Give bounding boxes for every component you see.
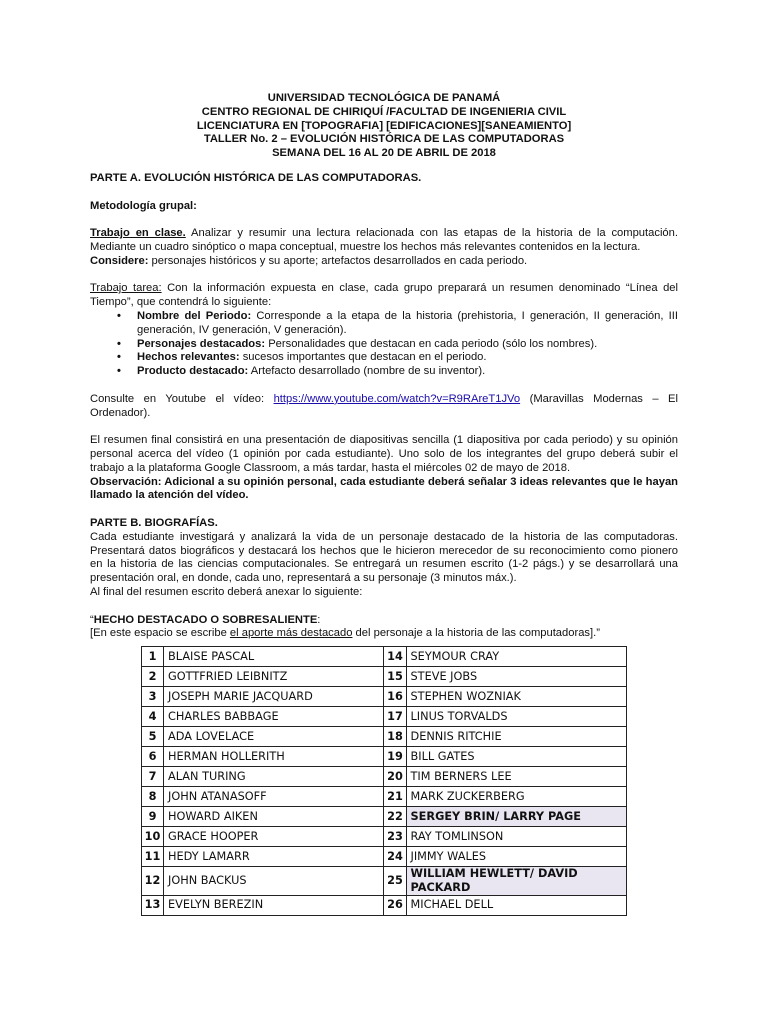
- trabajo-clase-label: Trabajo en clase.: [90, 227, 186, 240]
- personaje-number: 19: [384, 747, 406, 767]
- espacio-text-end: del personaje a la historia de las computadoras].”: [352, 627, 600, 640]
- personaje-number: 23: [384, 827, 406, 847]
- header-workshop: TALLER No. 2 – EVOLUCIÓN HISTÓRICA DE LAS COMPUTADORAS: [203, 133, 565, 146]
- personaje-name: BLAISE PASCAL: [164, 647, 384, 667]
- parte-a-title: PARTE A. EVOLUCIÓN HISTÓRICA DE LAS COMPUTADORAS.: [90, 172, 422, 184]
- personaje-name: GOTTFRIED LEIBNITZ: [164, 667, 384, 687]
- consulte-paragraph: [90, 393, 678, 421]
- personaje-number: 16: [384, 687, 406, 707]
- personaje-name: BILL GATES: [406, 747, 626, 767]
- personaje-name: SEYMOUR CRAY: [406, 647, 626, 667]
- personaje-name: CHARLES BABBAGE: [164, 707, 384, 727]
- personaje-number: 7: [142, 767, 164, 787]
- parte-b-paragraph: Cada estudiante investigará y analizará la vida de un personaje destacado de la historia de las computadoras. Presentará datos biográficos y destacará los hechos que le hicieron merecedor de su reconocimiento como pionero en la historia de las ciencias computacionales. Se entregará un resumen escrito (1-2 págs.) y se desarrollará una presentación oral, en donde, cada uno, representará a su personaje (3 minutos máx.).: [90, 530, 678, 585]
- personaje-name: STEPHEN WOZNIAK: [406, 687, 626, 707]
- bullet-text: Personalidades que destacan en cada periodo (sólo los nombres).: [265, 337, 598, 350]
- bullet-text: sucesos importantes que destacan en el periodo.: [239, 351, 487, 364]
- personajes-table: [141, 646, 627, 916]
- trabajo-clase-paragraph: [90, 227, 678, 255]
- trabajo-tarea-text: Con la información expuesta en clase, cada grupo preparará un resumen denominado “Línea del Tiempo”, que contendrá lo siguiente:: [90, 282, 679, 309]
- personaje-name: ADA LOVELACE: [164, 727, 384, 747]
- personaje-name: MICHAEL DELL: [406, 895, 626, 915]
- personaje-number: 8: [142, 787, 164, 807]
- personaje-name: ALAN TURING: [164, 767, 384, 787]
- espacio-line: [90, 627, 678, 641]
- bullet-label: Producto destacado:: [137, 365, 249, 378]
- personaje-number: 26: [384, 895, 406, 915]
- table-row: [142, 895, 627, 915]
- bullet-label: Nombre del Periodo:: [137, 309, 252, 322]
- table-row: [142, 667, 627, 687]
- personaje-name: STEVE JOBS: [406, 667, 626, 687]
- document-body: [90, 172, 678, 641]
- personaje-number: 4: [142, 707, 164, 727]
- consulte-text: Consulte en Youtube el vídeo:: [90, 392, 274, 405]
- personaje-name: JIMMY WALES: [406, 847, 626, 867]
- metodologia-label: Metodología grupal:: [90, 199, 197, 212]
- personaje-number: 13: [142, 895, 164, 915]
- hecho-destacado-title: HECHO DESTACADO O SOBRESALIENTE: [93, 613, 318, 626]
- table-row: [142, 767, 627, 787]
- personaje-number: 25: [384, 867, 406, 896]
- personaje-number: 11: [142, 847, 164, 867]
- personaje-number: 17: [384, 707, 406, 727]
- personaje-number: 20: [384, 767, 406, 787]
- document-header: [0, 92, 768, 161]
- bullet-label: Hechos relevantes:: [137, 351, 240, 364]
- personaje-name: EVELYN BEREZIN: [164, 895, 384, 915]
- table-row: [142, 747, 627, 767]
- considere-text: personajes históricos y su aporte; artefactos desarrollados en cada periodo.: [148, 254, 528, 267]
- table-row: [142, 647, 627, 667]
- personaje-name: JOSEPH MARIE JACQUARD: [164, 687, 384, 707]
- personaje-name: GRACE HOOPER: [164, 827, 384, 847]
- observacion-paragraph: Observación: Adicional a su opinión personal, cada estudiante deberá señalar 3 ideas relevantes que le hayan llamado la atención del vídeo.: [90, 475, 678, 502]
- personaje-name: HERMAN HOLLERITH: [164, 747, 384, 767]
- bullet-item: [137, 351, 678, 365]
- personaje-name: RAY TOMLINSON: [406, 827, 626, 847]
- personaje-number: 12: [142, 867, 164, 896]
- espacio-underlined: el aporte más destacado: [229, 627, 353, 640]
- hecho-destacado-line: [90, 614, 678, 628]
- personaje-name: LINUS TORVALDS: [406, 707, 626, 727]
- table-row: [142, 687, 627, 707]
- personaje-name: JOHN BACKUS: [164, 867, 384, 896]
- personaje-number: 22: [384, 807, 406, 827]
- considere-paragraph: [90, 255, 678, 269]
- bullet-text: Artefacto desarrollado (nombre de su inventor).: [248, 365, 486, 378]
- anexar-line: Al final del resumen escrito deberá anexar lo siguiente:: [90, 585, 363, 598]
- personaje-name: TIM BERNERS LEE: [406, 767, 626, 787]
- personaje-number: 1: [142, 647, 164, 667]
- personaje-number: 10: [142, 827, 164, 847]
- personaje-name: JOHN ATANASOFF: [164, 787, 384, 807]
- considere-label: Considere:: [90, 254, 149, 267]
- personaje-number: 2: [142, 667, 164, 687]
- personaje-name: HOWARD AIKEN: [164, 807, 384, 827]
- trabajo-tarea-paragraph: [90, 282, 678, 310]
- colon: :: [317, 613, 321, 626]
- personaje-name: WILLIAM HEWLETT/ DAVID PACKARD: [406, 867, 626, 896]
- table-row: [142, 847, 627, 867]
- table-row: [142, 827, 627, 847]
- bullet-item: [137, 365, 678, 379]
- personaje-number: 9: [142, 807, 164, 827]
- parte-b-title: PARTE B. BIOGRAFÍAS.: [90, 516, 218, 529]
- personaje-number: 24: [384, 847, 406, 867]
- bullet-label: Personajes destacados:: [137, 337, 266, 350]
- personaje-number: 3: [142, 687, 164, 707]
- table-row: [142, 707, 627, 727]
- personaje-name: DENNIS RITCHIE: [406, 727, 626, 747]
- bullet-text: Corresponde a la etapa de la historia (prehistoria, I generación, II generación, III generación, IV generación, V generación).: [137, 309, 678, 336]
- espacio-text: [En este espacio se escribe: [90, 627, 230, 640]
- personaje-name: HEDY LAMARR: [164, 847, 384, 867]
- header-center: CENTRO REGIONAL DE CHIRIQUÍ /FACULTAD DE INGENIERIA CIVIL: [201, 105, 567, 118]
- table-row: [142, 867, 627, 896]
- personaje-number: 6: [142, 747, 164, 767]
- bullet-item: [137, 310, 678, 338]
- trabajo-clase-text: Analizar y resumir una lectura relacionada con las etapas de la historia de la computación. Mediante un cuadro sinóptico o mapa conceptual, muestre los hechos más relevantes contenidos en la lectura.: [90, 227, 678, 253]
- personaje-name: MARK ZUCKERBERG: [406, 787, 626, 807]
- youtube-link[interactable]: https://www.youtube.com/watch?v=R9RAreT1JVo: [273, 392, 521, 405]
- resumen-paragraph: El resumen final consistirá en una presentación de diapositivas sencilla (1 diapositiva por cada periodo) y su opinión personal acerca del vídeo (1 opinión por cada estudiante). Uno solo de los integrantes del grupo deberá subir el trabajo a la plataforma Google Classroom, a más tardar, hasta el miércoles 02 de mayo de 2018.: [90, 434, 678, 474]
- personaje-number: 14: [384, 647, 406, 667]
- tarea-bullet-list: [90, 310, 678, 379]
- table-row: [142, 787, 627, 807]
- trabajo-tarea-label: Trabajo tarea:: [90, 282, 162, 295]
- personaje-number: 5: [142, 727, 164, 747]
- bullet-item: [137, 338, 678, 352]
- header-university: UNIVERSIDAD TECNOLÓGICA DE PANAMÁ: [267, 92, 501, 104]
- consulte-video-title: (Maravillas Modernas – El Ordenador).: [90, 392, 678, 419]
- open-quote: “: [90, 613, 94, 626]
- personaje-name: SERGEY BRIN/ LARRY PAGE: [406, 807, 626, 827]
- personaje-number: 18: [384, 727, 406, 747]
- table-row: [142, 727, 627, 747]
- personaje-number: 21: [384, 787, 406, 807]
- header-week: SEMANA DEL 16 AL 20 DE ABRIL DE 2018: [272, 147, 496, 160]
- table-row: [142, 807, 627, 827]
- personaje-number: 15: [384, 667, 406, 687]
- header-program: LICENCIATURA EN [TOPOGRAFIA] [EDIFICACIONES][SANEAMIENTO]: [196, 119, 572, 132]
